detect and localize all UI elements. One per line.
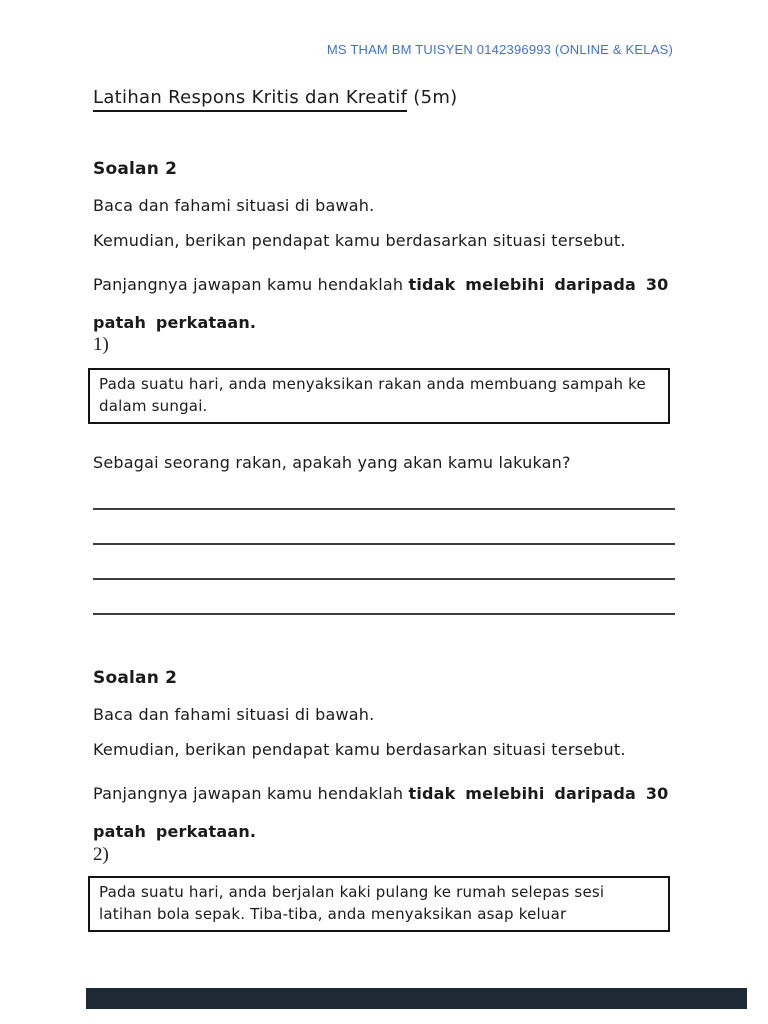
question2-number: 2) — [93, 844, 109, 865]
length-bold-text-2: patah perkataan. — [93, 313, 257, 332]
page-title — [93, 87, 458, 108]
tuition-header: MS THAM BM TUISYEN 0142396993 (ONLINE & KELAS) — [326, 42, 673, 57]
answer-line — [93, 613, 675, 615]
next-page-edge-bar — [86, 988, 747, 1009]
answer-line — [93, 508, 675, 510]
section2-instruction-opinion: Kemudian, berikan pendapat kamu berdasarkan situasi tersebut. — [93, 740, 626, 759]
section2-instruction-length — [93, 775, 683, 851]
question1-situation-box: Pada suatu hari, anda menyaksikan rakan anda membuang sampah ke dalam sungai. — [88, 368, 670, 424]
question2-situation-box: Pada suatu hari, anda berjalan kaki pulang ke rumah selepas sesi latihan bola sepak. Tiba-tiba, anda menyaksikan asap keluar — [88, 876, 670, 932]
section1-heading: Soalan 2 — [93, 159, 178, 179]
section1-instruction-read: Baca dan fahami situasi di bawah. — [93, 196, 375, 215]
answer-line — [93, 543, 675, 545]
length-bold-text-2: patah perkataan. — [93, 822, 257, 841]
section1-instruction-opinion: Kemudian, berikan pendapat kamu berdasarkan situasi tersebut. — [93, 231, 626, 250]
question1-prompt: Sebagai seorang rakan, apakah yang akan kamu lakukan? — [93, 453, 571, 472]
section2-heading: Soalan 2 — [93, 668, 178, 688]
question1-number: 1) — [93, 334, 109, 355]
length-regular-text: Panjangnya jawapan kamu hendaklah — [93, 784, 409, 803]
section2-instruction-read: Baca dan fahami situasi di bawah. — [93, 705, 375, 724]
section1-instruction-length — [93, 266, 683, 342]
length-regular-text: Panjangnya jawapan kamu hendaklah — [93, 275, 409, 294]
answer-line — [93, 578, 675, 580]
length-bold-text-1: tidak melebihi daripada 30 — [408, 784, 669, 803]
length-bold-text-1: tidak melebihi daripada 30 — [408, 275, 669, 294]
page-title-underlined: Latihan Respons Kritis dan Kreatif — [93, 87, 407, 112]
page-title-suffix: (5m) — [407, 87, 458, 108]
